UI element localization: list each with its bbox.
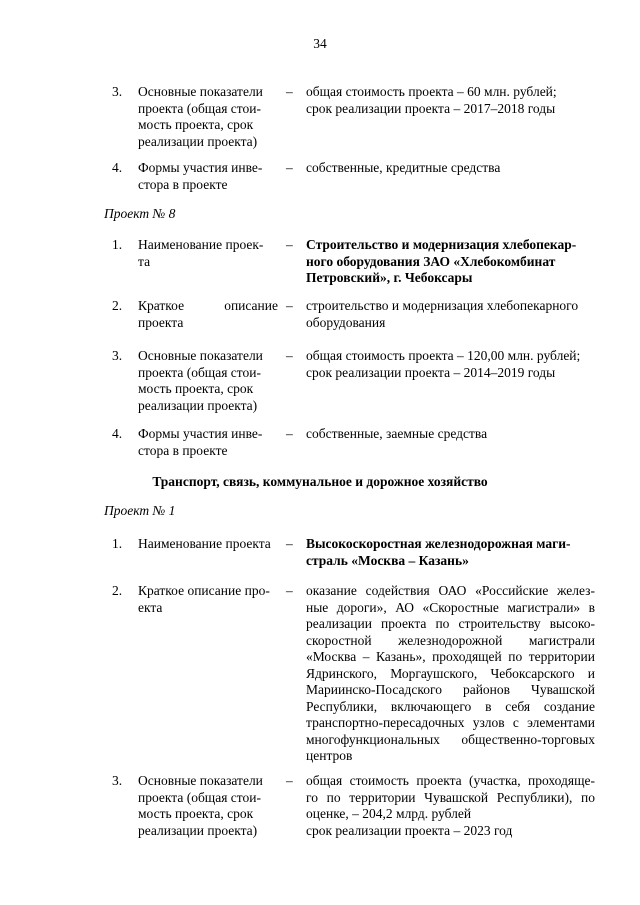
project-1-title: Проект № 1 bbox=[104, 503, 176, 518]
project-8-title: Проект № 8 bbox=[104, 206, 176, 221]
item-label: Краткое описание про- екта bbox=[138, 583, 270, 615]
item-value: общая стоимость проекта – 60 млн. рублей; срок реализации проекта – 2017–2018 годы bbox=[306, 84, 557, 116]
item-number: 1. bbox=[112, 237, 123, 252]
item-label: Наименование проек- та bbox=[138, 237, 264, 269]
item-value: Высокоскоростная железнодорожная маги- страль «Москва – Казань» bbox=[306, 536, 571, 568]
item-value: собственные, заемные средства bbox=[306, 426, 488, 441]
section-heading: Транспорт, связь, коммунальное и дорожное хозяйство bbox=[152, 474, 488, 489]
dash: – bbox=[286, 84, 293, 99]
item-number: 4. bbox=[112, 160, 123, 175]
item-value: строительство и модернизация хлебопекарного оборудования bbox=[306, 298, 579, 330]
item-value: общая стоимость проекта – 120,00 млн. рублей; срок реализации проекта – 2014–2019 годы bbox=[306, 348, 581, 380]
item-label: Основные показатели проекта (общая стои- мость проекта, срок реализации проекта) bbox=[138, 348, 263, 413]
item-value: оказание содействия ОАО «Российские желез- ные дороги», АО «Скоростные магистрали» в реализации проекта по строительству высоко- скоростной железнодорожной магистрали «Москва – Казань», проходящей по территории Ядринского, Моргаушского, Чебоксарского и Мариинско-Посадского районов Чувашской Республики, включающего в себя создание транспортно-пересадочных узлов с элементами многофункциональных общественно-торговых центров bbox=[306, 583, 595, 763]
item-value: Строительство и модернизация хлебопекар- ного оборудования ЗАО «Хлебокомбинат Петровский», г. Чебоксары bbox=[306, 237, 577, 285]
dash: – bbox=[286, 298, 293, 313]
dash: – bbox=[286, 348, 293, 363]
item-label: Формы участия инве- стора в проекте bbox=[138, 426, 263, 458]
item-value: общая стоимость проекта (участка, проходяще- го по территории Чувашской Республики), по оценке, – 204,2 млрд. рублей срок реализации проекта – 2023 год bbox=[306, 773, 595, 838]
item-label: Формы участия инве- стора в проекте bbox=[138, 160, 263, 192]
item-label: Основные показатели проекта (общая стои- мость проекта, срок реализации проекта) bbox=[138, 773, 263, 838]
item-label: Основные показатели проекта (общая стои- мость проекта, срок реализации проекта) bbox=[138, 84, 263, 149]
page-number: 34 bbox=[313, 36, 327, 51]
dash: – bbox=[286, 773, 293, 788]
item-value: собственные, кредитные средства bbox=[306, 160, 501, 175]
item-number: 3. bbox=[112, 348, 123, 363]
item-number: 1. bbox=[112, 536, 123, 551]
item-number: 4. bbox=[112, 426, 123, 441]
item-number: 2. bbox=[112, 583, 123, 598]
item-label: Наименование проекта bbox=[138, 536, 271, 551]
dash: – bbox=[286, 237, 293, 252]
item-label: Краткое описание проекта bbox=[138, 298, 278, 330]
dash: – bbox=[286, 536, 293, 551]
item-number: 3. bbox=[112, 84, 123, 99]
item-number: 3. bbox=[112, 773, 123, 788]
item-number: 2. bbox=[112, 298, 123, 313]
dash: – bbox=[286, 583, 293, 598]
dash: – bbox=[286, 160, 293, 175]
dash: – bbox=[286, 426, 293, 441]
